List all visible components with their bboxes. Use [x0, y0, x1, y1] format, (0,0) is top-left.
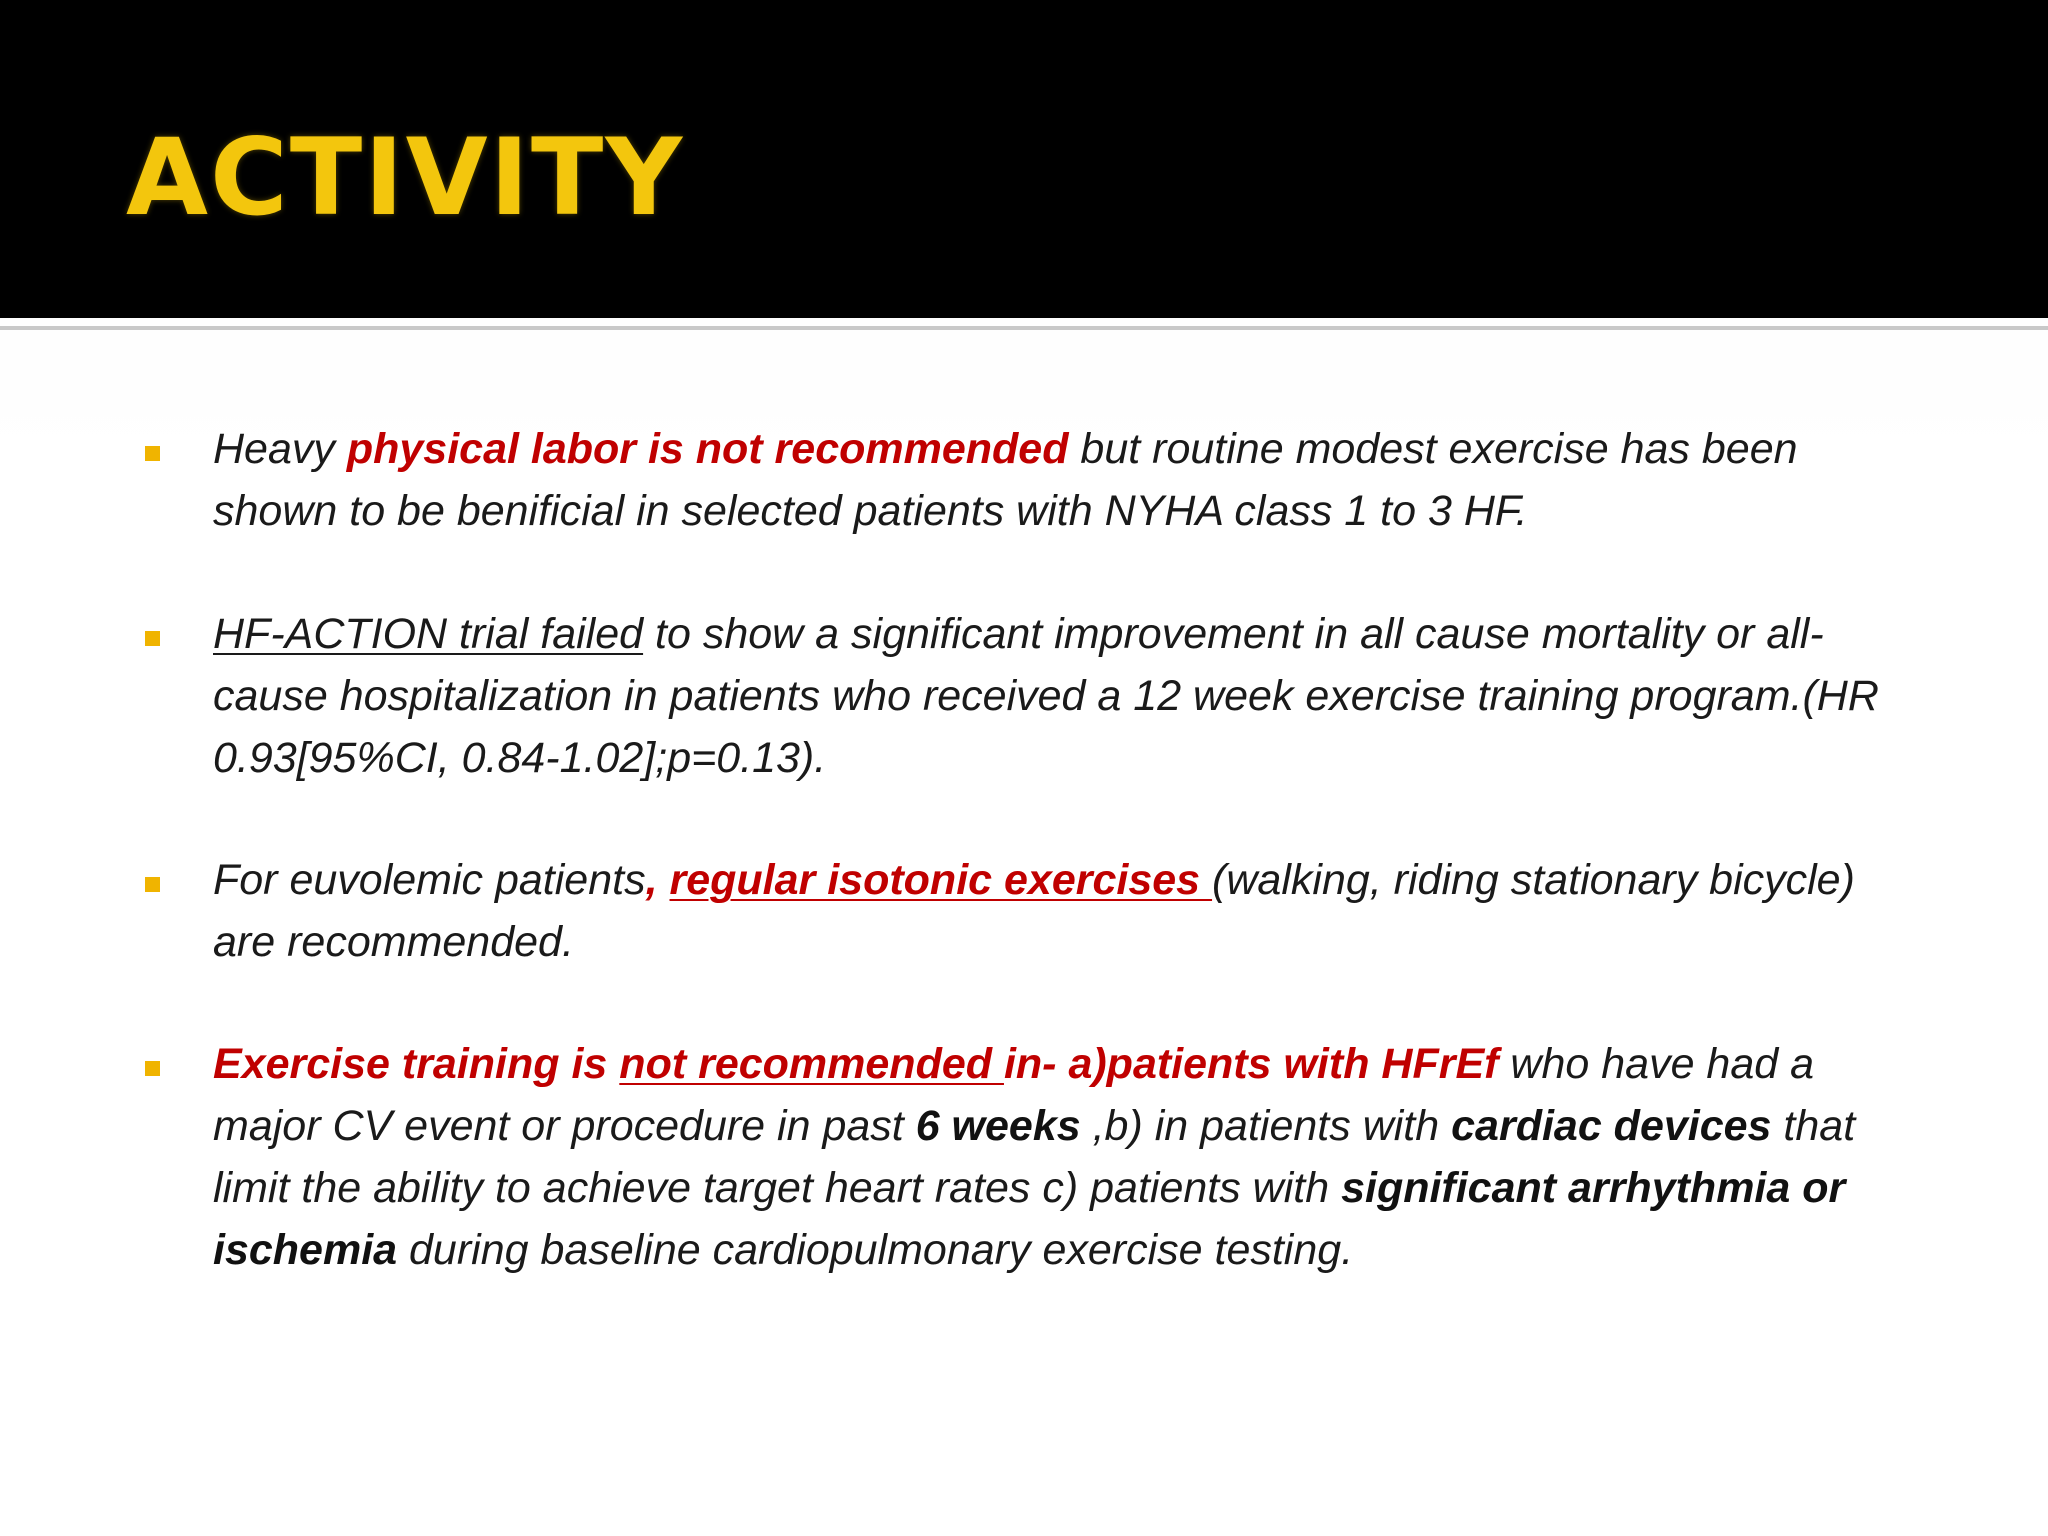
emphasis-red: ,	[645, 856, 670, 904]
text-run: during baseline cardiopulmonary exercise testing.	[397, 1226, 1354, 1274]
text-run: ,b) in patients with	[1080, 1102, 1452, 1150]
bullet-square-icon	[145, 631, 160, 646]
emphasis-bold: significant arrhythmia or ischemia	[213, 1164, 1846, 1274]
bullet-square-icon	[145, 446, 160, 461]
emphasis-bold: cardiac devices	[1451, 1102, 1772, 1150]
text-run: but routine modest exercise has been shown to be benificial in selected patients with NYHA class 1 to 3 HF.	[213, 425, 1798, 535]
bullet-square-icon	[145, 1061, 160, 1076]
bullet-square-icon	[145, 877, 160, 892]
header-divider	[0, 326, 2048, 330]
bullet-text-2	[213, 603, 1913, 789]
text-run: For euvolemic patients	[213, 856, 646, 904]
bullet-text-3	[213, 849, 1913, 973]
emphasis-red-underlined: not recommended	[619, 1040, 1004, 1088]
text-run: who have had a major CV event or procedure in past	[213, 1040, 1815, 1150]
text-run: Heavy	[213, 425, 347, 473]
emphasis-red: Exercise training is	[213, 1040, 620, 1088]
text-run: (walking, riding stationary bicycle) are recommended.	[213, 856, 1855, 966]
text-run: to show a significant improvement in all cause mortality or all-cause hospitalization in patients who received a 12 week exercise training program.(HR 0.93[95%CI, 0.84-1.02];p=0.13).	[213, 610, 1879, 782]
emphasis-bold: 6 weeks	[915, 1102, 1081, 1150]
text-run: that limit the ability to achieve target heart rates c) patients with	[213, 1102, 1856, 1212]
title-bar	[0, 0, 2048, 318]
underlined-text: HF-ACTION trial failed	[213, 610, 644, 658]
slide-title: ACTIVITY	[126, 116, 685, 239]
emphasis-red: in- a)patients with HFrEf	[1003, 1040, 1499, 1088]
emphasis-red: physical labor is not recommended	[346, 425, 1069, 473]
emphasis-red-underlined: regular isotonic exercises	[669, 856, 1213, 904]
bullet-text-4	[213, 1033, 1913, 1281]
bullet-text-1	[213, 418, 1913, 542]
